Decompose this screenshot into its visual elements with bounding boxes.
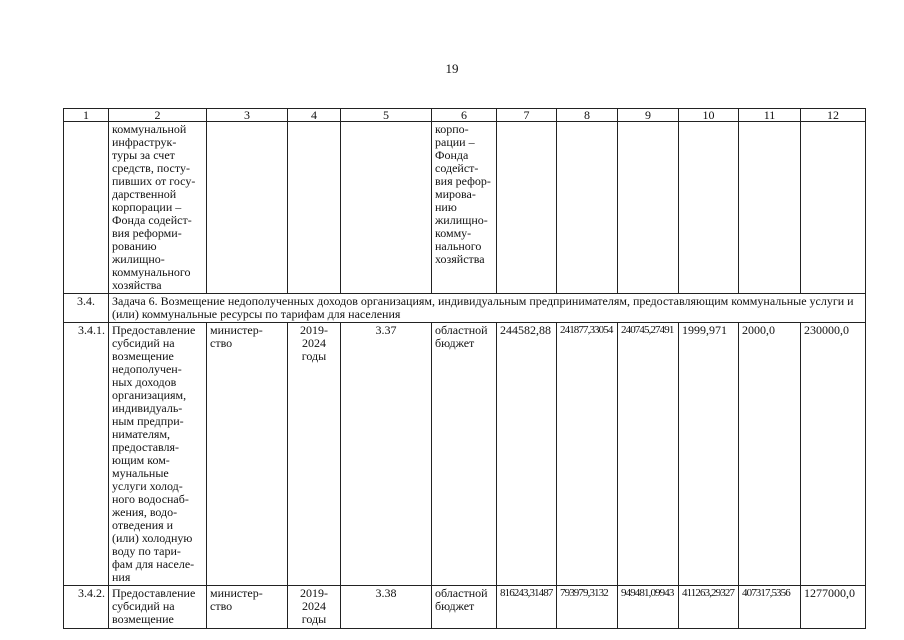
task-title-cell: Задача 6. Возмещение недополученных доходов организациям, индивидуальным предпринимателям, предоставляющим коммунальные услуги и (или) коммунальные ресурсы по тарифам для населения	[109, 294, 866, 323]
value-cell: 411263,29327	[679, 586, 739, 629]
value-cell	[679, 122, 739, 294]
activity-name-cell: коммунальной инфраструк- туры за счет средств, посту- пивших от госу- дарственной корпорации – Фонда содейст- вия реформи- рованию жилищно- коммунального хозяйства	[109, 122, 207, 294]
row-number-cell	[64, 122, 109, 294]
table-row-3-4-2	[64, 586, 866, 629]
value-cell	[739, 122, 801, 294]
value-cell	[801, 122, 866, 294]
header-row	[64, 109, 866, 122]
program-table	[63, 108, 866, 629]
header-cell: 1	[64, 109, 109, 122]
funding-source-cell: областной бюджет	[432, 586, 497, 629]
indicator-cell: 3.37	[341, 323, 432, 586]
header-cell: 6	[432, 109, 497, 122]
row-number-cell: 3.4.	[64, 294, 109, 323]
value-cell: 1999,971	[679, 323, 739, 586]
period-cell	[288, 122, 341, 294]
value-cell	[557, 122, 618, 294]
value-cell: 241877,33054	[557, 323, 618, 586]
header-cell: 2	[109, 109, 207, 122]
page-number: 19	[445, 61, 459, 76]
row-number-cell: 3.4.1.	[64, 323, 109, 586]
value-cell: 1277000,0	[801, 586, 866, 629]
value-cell: 793979,3132	[557, 586, 618, 629]
header-cell: 5	[341, 109, 432, 122]
activity-name-cell: Предоставление субсидий на возмещение	[109, 586, 207, 629]
value-cell: 2000,0	[739, 323, 801, 586]
value-cell	[497, 122, 557, 294]
table-row-task	[64, 294, 866, 323]
header-cell: 12	[801, 109, 866, 122]
value-cell	[618, 122, 679, 294]
funding-source-cell: корпо- рации – Фонда содейст- вия рефор- мирова- нию жилищно- комму- нального хозяйства	[432, 122, 497, 294]
header-cell: 9	[618, 109, 679, 122]
value-cell: 244582,88	[497, 323, 557, 586]
indicator-cell: 3.38	[341, 586, 432, 629]
header-cell: 10	[679, 109, 739, 122]
value-cell: 816243,31487	[497, 586, 557, 629]
executor-cell	[207, 122, 288, 294]
indicator-cell	[341, 122, 432, 294]
table-row-continued	[64, 122, 866, 294]
funding-source-cell: областной бюджет	[432, 323, 497, 586]
table-row-3-4-1	[64, 323, 866, 586]
activity-name-cell: Предоставление субсидий на возмещение недополучен- ных доходов организациям, индивидуаль- ным предпри- нимателям, предоставля- ющим ком- мунальные услуги холод- ного водоснаб- жения, водо- отведения и (или) холодную воду по тари- фам для населе- ния	[109, 323, 207, 586]
header-cell: 8	[557, 109, 618, 122]
value-cell: 949481,09943	[618, 586, 679, 629]
period-cell: 2019- 2024 годы	[288, 586, 341, 629]
header-cell: 4	[288, 109, 341, 122]
header-cell: 3	[207, 109, 288, 122]
period-cell: 2019- 2024 годы	[288, 323, 341, 586]
header-cell: 11	[739, 109, 801, 122]
header-cell: 7	[497, 109, 557, 122]
executor-cell: министер- ство	[207, 323, 288, 586]
executor-cell: министер- ство	[207, 586, 288, 629]
value-cell: 240745,27491	[618, 323, 679, 586]
value-cell: 407317,5356	[739, 586, 801, 629]
value-cell: 230000,0	[801, 323, 866, 586]
row-number-cell: 3.4.2.	[64, 586, 109, 629]
